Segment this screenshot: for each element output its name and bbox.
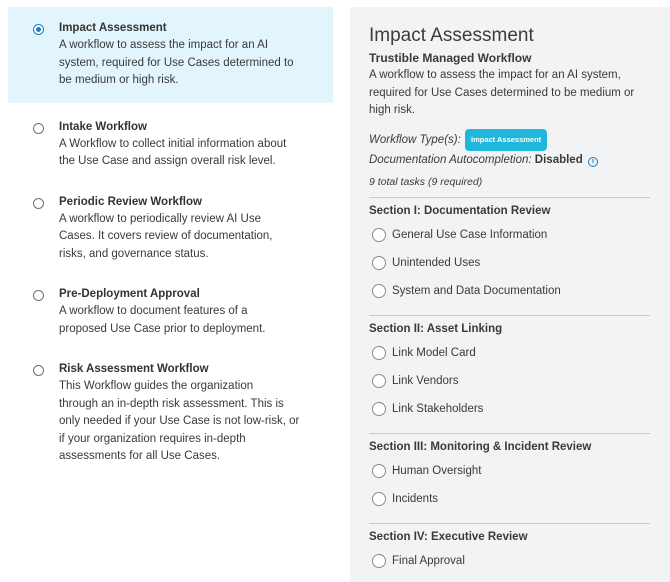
workflow-title: Intake Workflow (59, 120, 147, 133)
workflow-option-impact-assessment[interactable] (8, 7, 333, 103)
workflow-title: Pre-Deployment Approval (59, 288, 200, 300)
task-status-icon[interactable] (372, 228, 386, 242)
radio-icon[interactable] (33, 290, 44, 301)
detail-description: A workflow to assess the impact for an AI system, required for Use Cases determined to be medium or high risk. (369, 69, 635, 116)
workflow-title: Impact Assessment (59, 22, 167, 34)
workflow-title: Periodic Review Workflow (59, 195, 202, 208)
workflow-list (8, 7, 333, 476)
task-label: Link Model Card (392, 346, 476, 359)
task-status-icon[interactable] (372, 492, 386, 506)
task-status-icon[interactable] (372, 402, 386, 416)
workflow-description: A workflow to document features of a proposed Use Case prior to deployment. (59, 305, 266, 335)
autocompletion-label: Documentation Autocompletion: (369, 153, 532, 166)
workflow-type-row (369, 129, 650, 151)
task-item[interactable] (369, 485, 650, 513)
workflow-type-label: Workflow Type(s): (369, 133, 461, 146)
section-asset-linking (369, 315, 650, 423)
task-status-icon[interactable] (372, 346, 386, 360)
workflow-description: This Workflow guides the organization through an in-depth risk assessment. This is only needed if your Use Case is not low-risk, or if your organization requires in-depth assessments for all Use Cases. (59, 380, 300, 462)
section-title: Section III: Monitoring & Incident Review (369, 440, 592, 453)
section-documentation-review (369, 197, 650, 305)
workflow-option-pre-deployment[interactable] (8, 273, 333, 348)
section-executive-review (369, 523, 650, 575)
info-icon[interactable]: i (588, 157, 598, 167)
tasks-summary: 9 total tasks (9 required) (369, 175, 483, 188)
task-item[interactable] (369, 277, 650, 305)
workflow-option-intake[interactable] (8, 103, 333, 181)
task-item[interactable] (369, 339, 650, 367)
task-status-icon[interactable] (372, 374, 386, 388)
task-item[interactable] (369, 221, 650, 249)
section-title: Section IV: Executive Review (369, 530, 528, 543)
section-title: Section II: Asset Linking (369, 322, 503, 335)
task-item[interactable] (369, 395, 650, 423)
task-status-icon[interactable] (372, 284, 386, 298)
task-label: Unintended Uses (392, 256, 481, 269)
radio-selected-icon[interactable] (33, 24, 44, 35)
section-monitoring-incident-review (369, 433, 650, 513)
task-label: Link Stakeholders (392, 402, 484, 415)
autocompletion-row (369, 151, 650, 169)
section-title: Section I: Documentation Review (369, 204, 551, 217)
task-status-icon[interactable] (372, 464, 386, 478)
task-label: System and Data Documentation (392, 284, 561, 297)
task-item[interactable] (369, 457, 650, 485)
workflow-description: A Workflow to collect initial information about the Use Case and assign overall risk level. (59, 137, 287, 167)
task-label: Human Oversight (392, 464, 482, 477)
task-label: Final Approval (392, 554, 465, 567)
workflow-description: A workflow to assess the impact for an AI system, required for Use Cases determined to be medium or high risk. (59, 39, 294, 86)
radio-icon[interactable] (33, 198, 44, 209)
workflow-title: Risk Assessment Workflow (59, 363, 209, 375)
workflow-detail-panel (350, 7, 670, 582)
workflow-type-badge: Impact Assessment (465, 129, 547, 151)
task-label: Incidents (392, 492, 439, 505)
workflow-option-periodic-review[interactable] (8, 181, 333, 274)
workflow-description: A workflow to periodically review AI Use Cases. It covers review of documentation, risks, and governance status. (59, 212, 273, 260)
detail-title: Impact Assessment (369, 25, 534, 46)
task-item[interactable] (369, 547, 650, 575)
task-status-icon[interactable] (372, 256, 386, 270)
task-status-icon[interactable] (372, 554, 386, 568)
task-label: Link Vendors (392, 374, 459, 387)
detail-subtitle: Trustible Managed Workflow (369, 51, 532, 65)
task-label: General Use Case Information (392, 228, 548, 241)
radio-icon[interactable] (33, 123, 44, 134)
radio-icon[interactable] (33, 365, 44, 376)
workflow-option-risk-assessment[interactable] (8, 348, 333, 476)
task-item[interactable] (369, 367, 650, 395)
task-item[interactable] (369, 249, 650, 277)
autocompletion-value: Disabled (534, 153, 583, 166)
